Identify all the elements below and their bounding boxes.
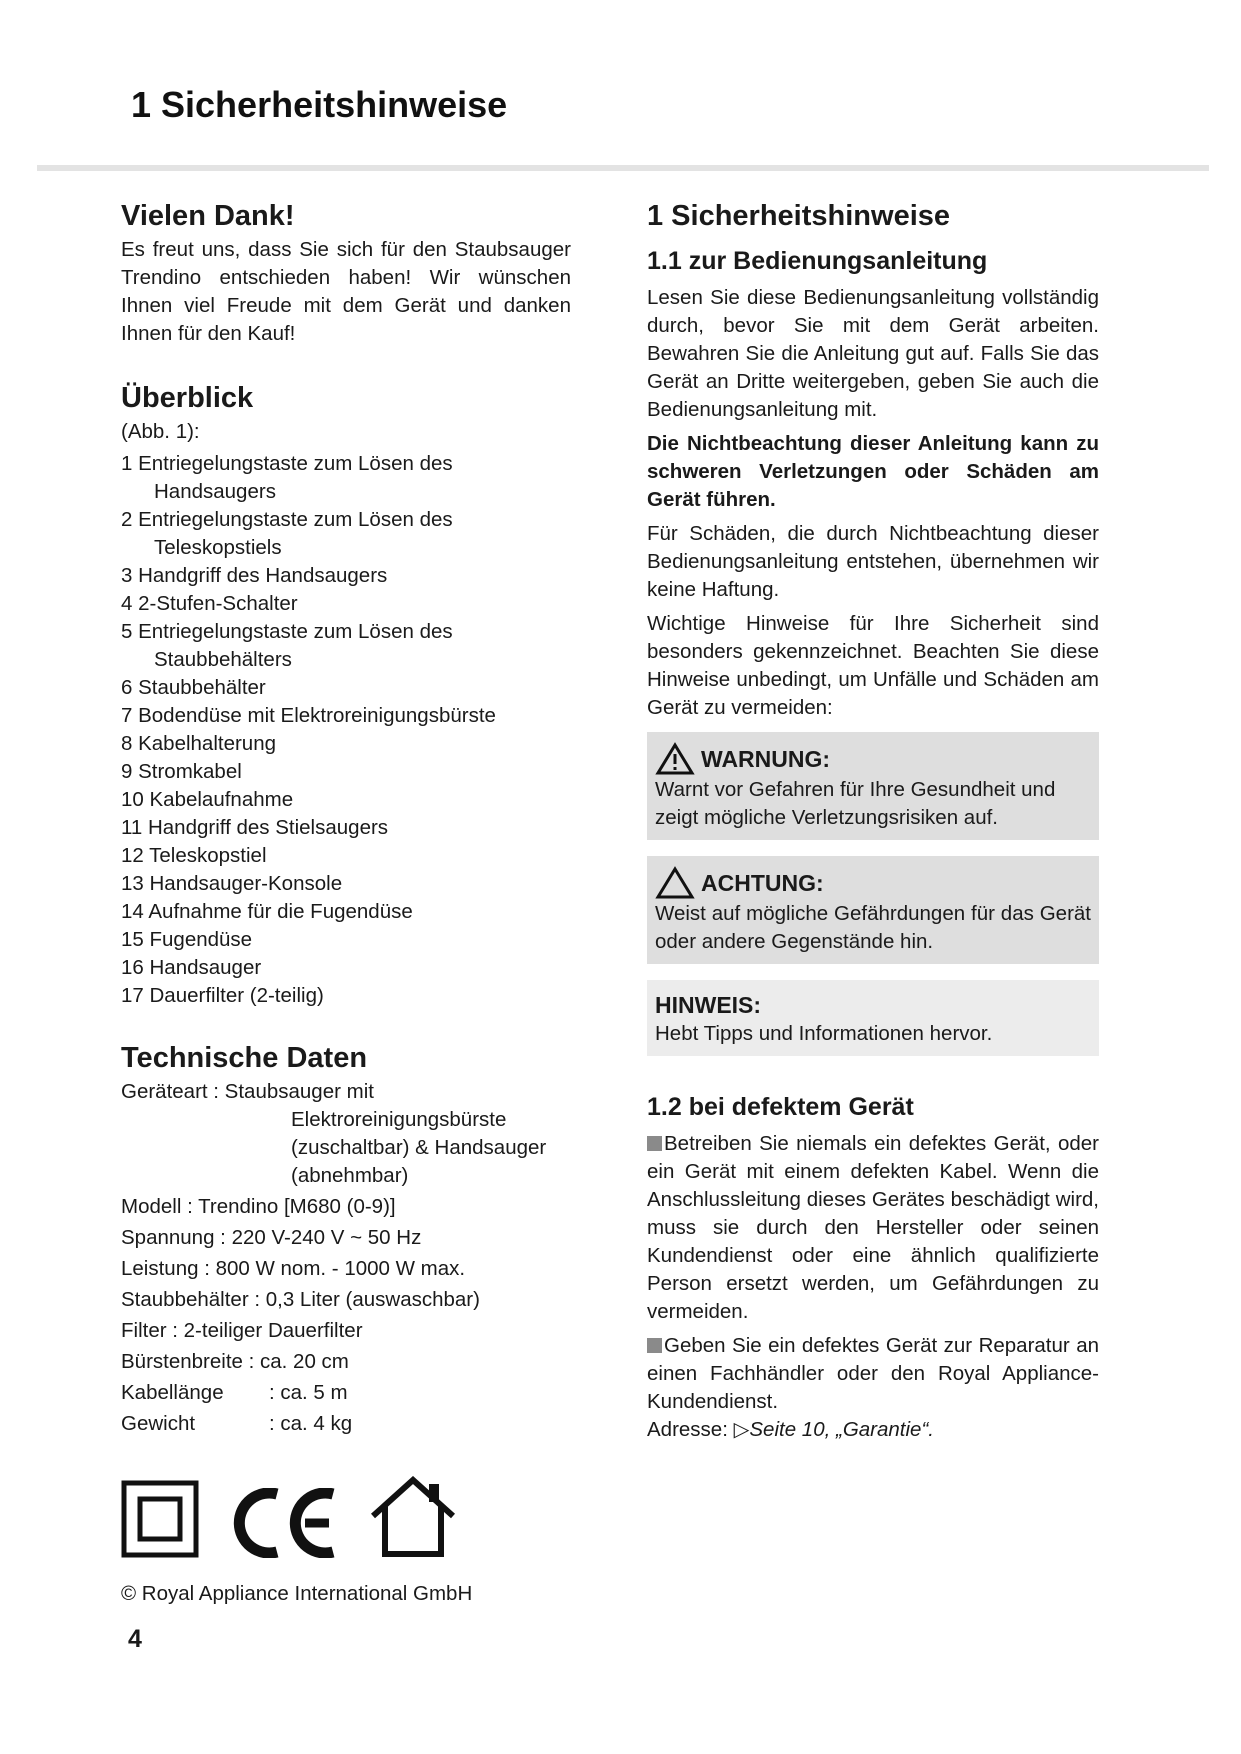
- list-item: 11 Handgriff des Stielsaugers: [121, 816, 389, 839]
- list-item: 4 2-Stufen-Schalter: [121, 592, 298, 615]
- warning-title: WARNUNG:: [701, 746, 831, 772]
- note-text: Hebt Tipps und Informationen hervor.: [655, 1022, 993, 1045]
- tech-spannung: Spannung : 220 V-240 V ~ 50 Hz: [121, 1226, 422, 1249]
- tech-kabellaenge: [121, 1379, 571, 1407]
- tech-gewicht-label: Gewicht: [121, 1412, 196, 1435]
- double-insulation-icon: [121, 1480, 199, 1558]
- note-box: [647, 980, 1099, 1056]
- right-column: [647, 196, 1099, 1444]
- list-item: 15 Fugendüse: [121, 928, 253, 951]
- warning-triangle-icon: [655, 742, 695, 776]
- s11-paragraph-4: Wichtige Hinweise für Ihre Sicherheit sind besonders gekennzeichnet. Beachten Sie diese Hinweise unbedingt, um Unfälle und Schäden am Gerät zu vermeiden:: [647, 612, 1099, 719]
- garantie-reference[interactable]: Seite 10, „Garantie“.: [749, 1418, 934, 1441]
- tech-filter: Filter : 2-teiliger Dauerfilter: [121, 1319, 363, 1342]
- certification-symbols: [121, 1478, 571, 1558]
- tech-gewicht: [121, 1410, 571, 1438]
- list-item: 12 Teleskopstiel: [121, 844, 267, 867]
- tech-leistung: Leistung : 800 W nom. - 1000 W max.: [121, 1257, 466, 1280]
- note-title: HINWEIS:: [655, 992, 762, 1018]
- list-item: 2 Entriegelungstaste zum Lösen des Teleskopstiels: [121, 508, 453, 559]
- copyright: © Royal Appliance International GmbH: [121, 1582, 473, 1605]
- s11-paragraph-2: Die Nichtbeachtung dieser Anleitung kann zu schweren Verletzungen oder Schäden am Gerät führen.: [647, 432, 1099, 511]
- tech-staubbehaelter: Staubbehälter : 0,3 Liter (auswaschbar): [121, 1288, 480, 1311]
- list-item: 3 Handgriff des Handsaugers: [121, 564, 388, 587]
- overview-heading: Überblick: [121, 382, 254, 414]
- list-item: 7 Bodendüse mit Elektroreinigungsbürste: [121, 704, 496, 727]
- square-bullet-icon: [647, 1136, 662, 1151]
- list-item: 10 Kabelaufnahme: [121, 788, 294, 811]
- caution-text: Weist auf mögliche Gefährdungen für das Gerät oder andere Gegenstände hin.: [655, 902, 1091, 953]
- section-12-heading: 1.2 bei defektem Gerät: [647, 1093, 914, 1121]
- caution-triangle-icon: [655, 866, 695, 900]
- overview-ref: (Abb. 1):: [121, 420, 200, 443]
- tech-heading: Technische Daten: [121, 1042, 368, 1074]
- thanks-text: Es freut uns, dass Sie sich für den Staubsauger Trendino entschieden haben! Wir wünschen Ihnen viel Freude mit dem Gerät und danken Ihnen für den Kauf!: [121, 238, 571, 345]
- list-item: 16 Handsauger: [121, 956, 262, 979]
- s11-paragraph-1: Lesen Sie diese Bedienungsanleitung vollständig durch, bevor Sie mit dem Gerät arbeiten. Bewahren Sie die Anleitung gut auf. Falls Sie das Gerät an Dritte weitergeben, geben Sie auch die Bedienungsanleitung mit.: [647, 286, 1099, 421]
- list-item: 14 Aufnahme für die Fugendüse: [121, 900, 413, 923]
- overview-list: [121, 450, 571, 1010]
- square-bullet-icon: [647, 1338, 662, 1353]
- list-item: 17 Dauerfilter (2-teilig): [121, 984, 324, 1007]
- section-heading: 1 Sicherheitshinweise: [647, 200, 951, 232]
- warning-text: Warnt vor Gefahren für Ihre Gesundheit und zeigt mögliche Verletzungsrisiken auf.: [655, 778, 1056, 829]
- section-11-heading: 1.1 zur Bedienungsanleitung: [647, 247, 988, 275]
- title-divider: [37, 165, 1209, 171]
- thanks-heading: Vielen Dank!: [121, 200, 295, 232]
- tech-kabellaenge-label: Kabellänge: [121, 1381, 224, 1404]
- list-item: 5 Entriegelungstaste zum Lösen des Staubbehälters: [121, 620, 453, 671]
- s12-bullet-1: [647, 1130, 1099, 1326]
- address-label: Adresse:: [647, 1418, 728, 1441]
- warning-title-row: [655, 742, 1091, 776]
- list-item: 13 Handsauger-Konsole: [121, 872, 343, 895]
- address-line: [647, 1416, 1099, 1444]
- ce-mark-icon: [229, 1488, 339, 1558]
- tech-buerstenbreite: Bürstenbreite : ca. 20 cm: [121, 1350, 349, 1373]
- tech-kabellaenge-value: : ca. 5 m: [269, 1381, 348, 1404]
- tech-gewicht-value: : ca. 4 kg: [269, 1412, 353, 1435]
- s11-paragraph-3: Für Schäden, die durch Nichtbeachtung dieser Bedienungsanleitung entstehen, übernehmen wir keine Haftung.: [647, 522, 1099, 601]
- list-item: 6 Staubbehälter: [121, 676, 266, 699]
- list-item: 9 Stromkabel: [121, 760, 242, 783]
- left-column: [121, 196, 571, 1608]
- caution-title: ACHTUNG:: [701, 870, 824, 896]
- page-title: 1 Sicherheitshinweise: [131, 84, 508, 125]
- indoor-use-house-icon: [369, 1476, 457, 1558]
- s12-bullet-2: [647, 1332, 1099, 1416]
- page-number: 4: [128, 1625, 142, 1653]
- caution-box: [647, 856, 1099, 964]
- caution-title-row: [655, 866, 1091, 900]
- s12-bullet-2-text: Geben Sie ein defektes Gerät zur Reparatur an einen Fachhändler oder den Royal Appliance-Kundendienst.: [647, 1334, 1099, 1413]
- list-item: 1 Entriegelungstaste zum Lösen des Handsaugers: [121, 452, 453, 503]
- list-item: 8 Kabelhalterung: [121, 732, 277, 755]
- s12-bullet-1-text: Betreiben Sie niemals ein defektes Gerät, oder ein Gerät mit einem defekten Kabel. Wenn die Anschlussleitung dieses Gerätes beschädigt wird, muss sie durch den Hersteller oder seinen Kundendienst oder eine ähnlich qualifizierte Person ersetzt werden, um Gefährdungen zu vermeiden.: [647, 1132, 1099, 1323]
- tech-modell: Modell : Trendino [M680 (0-9)]: [121, 1195, 396, 1218]
- warning-box: [647, 732, 1099, 840]
- arrow-right-icon: ▷: [733, 1418, 750, 1441]
- tech-geraeteart: Geräteart : Staubsauger mit Elektroreinigungsbürste (zuschaltbar) & Handsauger (abnehmbar): [121, 1080, 547, 1187]
